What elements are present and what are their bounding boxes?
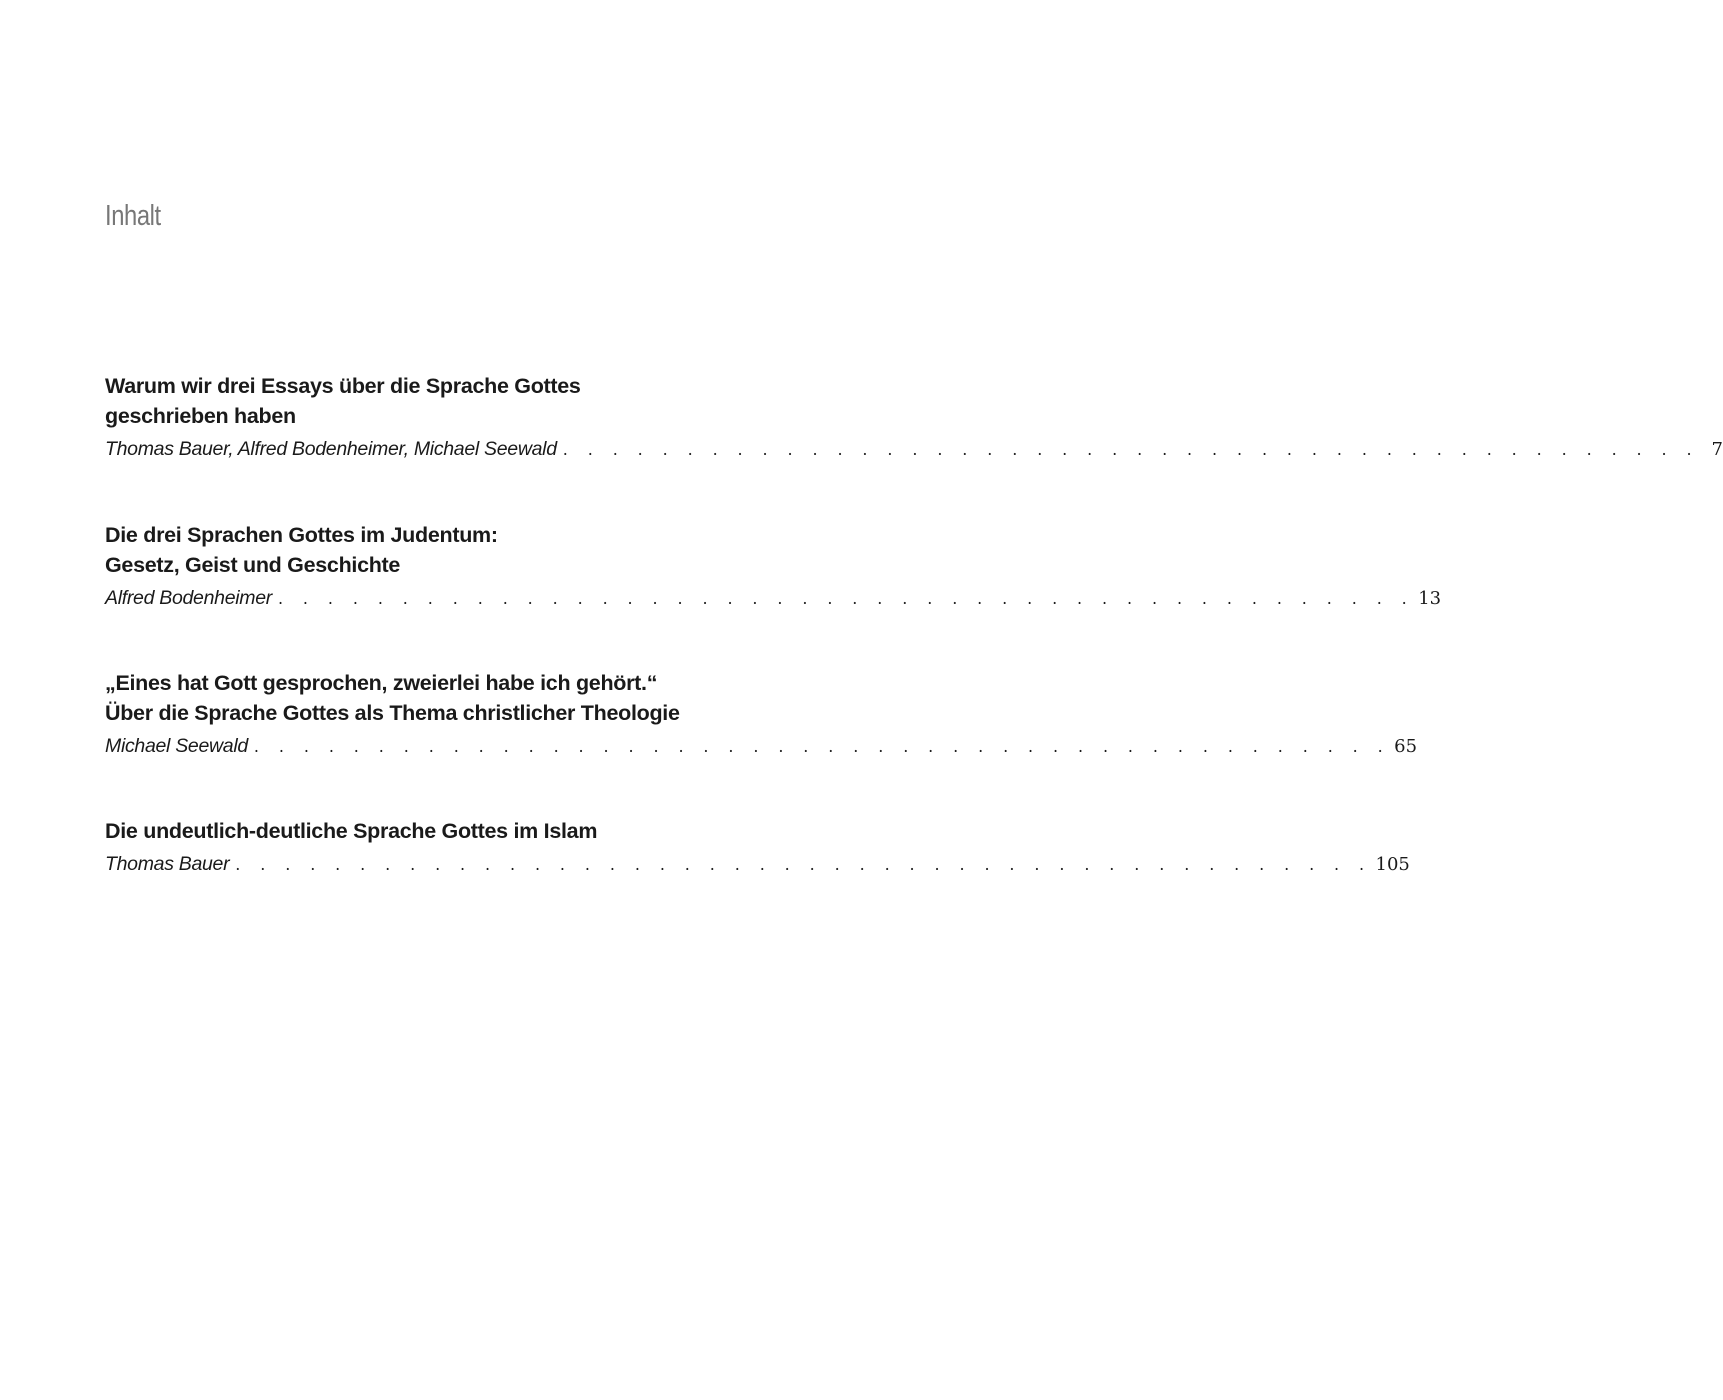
entry-title [105,371,718,431]
entry-title-line: Gesetz, Geist und Geschichte [105,553,401,577]
author-line [105,735,1418,765]
toc-heading: Inhalt [105,200,161,232]
dot-leader: . . . . . . . . . . . . . . . . . . . . . . . . . . . . . . . . . . . . . . . . . . . . . . [235,855,1372,874]
author-line [105,587,1442,617]
entry-page-number: 13 [1418,588,1442,609]
dot-leader: . . . . . . . . . . . . . . . . . . . . . . . . . . . . . . . . . . . . . . . . . . . . . . [253,737,1391,756]
dot-leader: . . . . . . . . . . . . . . . . . . . . . . . . . . . . . . . . . . . . . . . . . . . . . . [277,589,1415,608]
entry-page-number: 7 [1711,439,1723,460]
entry-page-number: 105 [1375,854,1410,875]
dot-leader: . . . . . . . . . . . . . . . . . . . . . . . . . . . . . . . . . . . . . . . . . . . . . . [562,440,1699,459]
entry-title [105,816,718,846]
entry-author: Thomas Bauer [105,853,230,875]
entry-title [105,520,718,580]
toc-entry [105,520,1442,617]
toc-entry [105,816,1410,883]
entry-title-line: „Eines hat Gott gesprochen, zweierlei habe ich gehört.“ [105,671,658,695]
author-line [105,853,1410,883]
entry-title-line: Die undeutlich-deutliche Sprache Gottes im Islam [105,819,598,843]
entry-title-line: Über die Sprache Gottes als Thema christlicher Theologie [105,701,680,725]
entry-page-number: 65 [1394,736,1418,757]
entry-author: Thomas Bauer, Alfred Bodenheimer, Michael Seewald [105,438,557,460]
entry-title [105,668,718,728]
toc-entry [105,371,1723,468]
entry-title-line: Warum wir drei Essays über die Sprache Gottes [105,374,581,398]
entry-title-line: Die drei Sprachen Gottes im Judentum: [105,523,498,547]
entry-author: Michael Seewald [105,735,248,757]
entry-title-line: geschrieben haben [105,404,296,428]
entry-author: Alfred Bodenheimer [105,587,272,609]
toc-entry [105,668,1418,765]
author-line [105,438,1723,468]
